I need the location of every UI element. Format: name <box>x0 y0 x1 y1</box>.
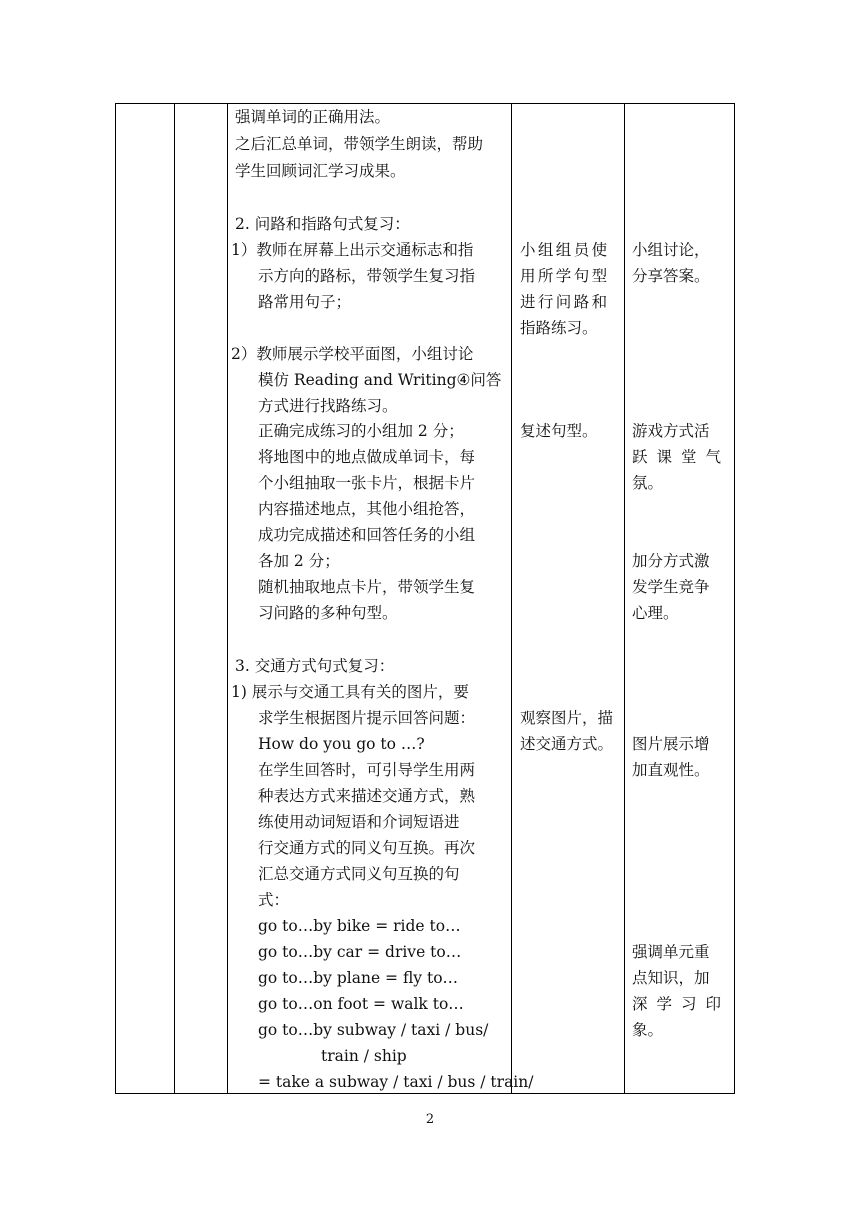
step-line: 习问路的多种句型。 <box>258 604 398 622</box>
step-line: 1) 展示与交通工具有关的图片，要 <box>231 683 469 701</box>
step-line: 正确完成练习的小组加 2 分； <box>258 422 464 440</box>
intent-line: 深学习印 <box>632 995 731 1013</box>
table-top-border <box>115 103 735 104</box>
step-line: 2）教师展示学校平面图，小组讨论 <box>231 345 474 363</box>
phrase-line: go to…on foot = walk to… <box>258 995 464 1013</box>
table-col-border-5 <box>624 103 625 1094</box>
activity-line: 进行问路和 <box>520 293 610 311</box>
step-line: 模仿 Reading and Writing④问答 <box>258 371 502 389</box>
activity-line: 述交通方式。 <box>520 735 614 753</box>
step-line: 成功完成描述和回答任务的小组 <box>258 526 476 544</box>
table-col-border-2 <box>174 103 175 1094</box>
phrase-line: go to…by subway / taxi / bus/ <box>258 1021 489 1039</box>
section-heading: 3. 交通方式句式复习： <box>235 657 395 675</box>
intent-line: 氛。 <box>632 474 664 492</box>
phrase-line: go to…by bike = ride to… <box>258 917 461 935</box>
activity-line: 小组组员使 <box>520 241 610 259</box>
intent-line: 游戏方式活 <box>632 422 710 440</box>
intent-line: 加分方式激 <box>632 552 710 570</box>
intent-line: 跃课堂气 <box>632 448 731 466</box>
table-col-border-1 <box>115 103 116 1094</box>
table-col-border-4 <box>511 103 512 1094</box>
activity-line: 指路练习。 <box>520 319 598 337</box>
section-heading: 2. 问路和指路句式复习： <box>235 215 410 233</box>
step-line: 练使用动词短语和介词短语进 <box>258 813 460 831</box>
intent-line: 发学生竞争 <box>632 578 710 596</box>
step-line: 内容描述地点，其他小组抢答， <box>258 500 476 518</box>
step-line: 方式进行找路练习。 <box>258 397 398 415</box>
intent-line: 分享答案。 <box>632 267 710 285</box>
step-line: 路常用句子； <box>258 293 352 311</box>
intent-line: 点知识，加 <box>632 969 710 987</box>
phrase-line: = take a subway / taxi / bus / train/ <box>258 1073 534 1091</box>
phrase-line: train / ship <box>321 1047 407 1065</box>
step-line: 将地图中的地点做成单词卡，每 <box>258 448 476 466</box>
intent-line: 象。 <box>632 1021 664 1039</box>
step-line: 行交通方式的同义句互换。再次 <box>258 839 476 857</box>
step-line: 学生回顾词汇学习成果。 <box>235 162 406 180</box>
intent-line: 心理。 <box>632 604 679 622</box>
activity-line: 用所学句型 <box>520 267 610 285</box>
step-line: 示方向的路标，带领学生复习指 <box>258 267 476 285</box>
page-number: 2 <box>425 1112 435 1127</box>
step-line: 之后汇总单词，带领学生朗读，帮助 <box>235 135 484 153</box>
step-line: 汇总交通方式同义句互换的句 <box>258 865 460 883</box>
activity-line: 复述句型。 <box>520 422 598 440</box>
step-line: 式： <box>258 891 290 909</box>
step-line: 强调单词的正确用法。 <box>235 108 391 126</box>
step-line: How do you go to …? <box>258 735 425 753</box>
intent-line: 强调单元重 <box>632 943 710 961</box>
step-line: 在学生回答时，可引导学生用两 <box>258 761 476 779</box>
step-line: 求学生根据图片提示回答问题： <box>258 709 476 727</box>
phrase-line: go to…by plane = fly to… <box>258 969 459 987</box>
intent-line: 加直观性。 <box>632 761 710 779</box>
table-col-border-3 <box>227 103 228 1094</box>
step-line: 种表达方式来描述交通方式，熟 <box>258 787 476 805</box>
step-line: 随机抽取地点卡片，带领学生复 <box>258 578 476 596</box>
intent-line: 小组讨论， <box>632 241 710 259</box>
intent-line: 图片展示增 <box>632 735 710 753</box>
step-line: 1）教师在屏幕上出示交通标志和指 <box>231 241 474 259</box>
step-line: 个小组抽取一张卡片，根据卡片 <box>258 474 476 492</box>
table-col-border-6 <box>734 103 735 1094</box>
activity-line: 观察图片，描 <box>520 709 614 727</box>
phrase-line: go to…by car = drive to… <box>258 943 462 961</box>
step-line: 各加 2 分； <box>258 552 340 570</box>
